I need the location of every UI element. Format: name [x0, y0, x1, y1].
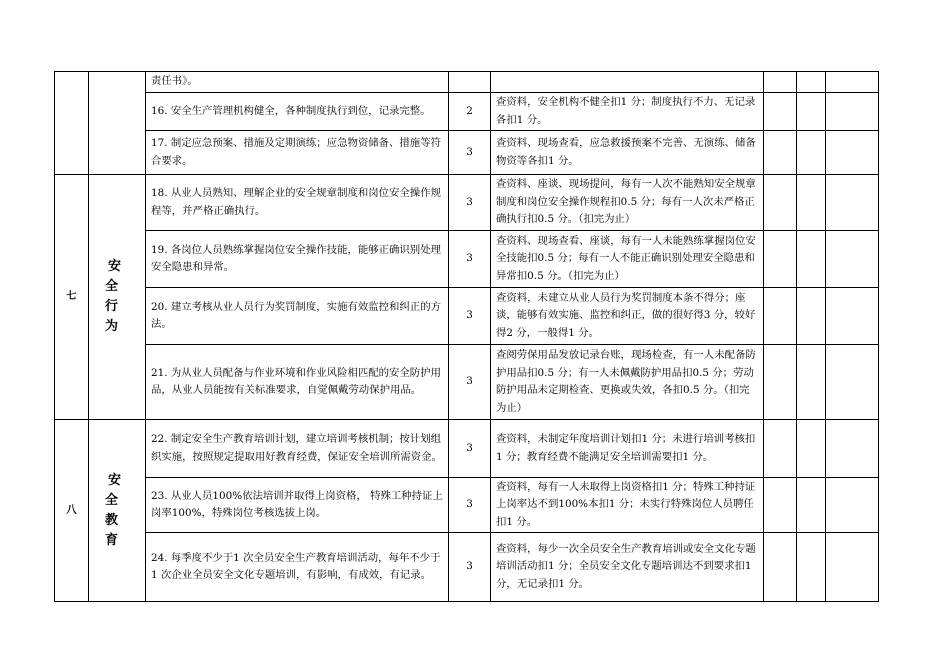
blank-cell [764, 288, 797, 345]
blank-cell [764, 231, 797, 288]
blank-cell [764, 131, 797, 175]
blank-cell [764, 175, 797, 231]
blank-cell [797, 72, 826, 93]
score-cell: 3 [449, 478, 491, 533]
item-content: 23. 从业人员100%依法培训并取得上岗资格， 特殊工种持证上岗率100%，特殊岗位考核选拔上岗。 [146, 478, 449, 533]
blank-cell [826, 533, 879, 602]
assessment-table [54, 71, 879, 602]
blank-cell [764, 420, 797, 478]
blank-cell [826, 478, 879, 533]
score-cell: 3 [449, 288, 491, 345]
blank-cell [797, 175, 826, 231]
score-cell: 3 [449, 175, 491, 231]
table-row [55, 345, 879, 420]
table-row [55, 131, 879, 175]
method-cell: 查资料、座谈、现场提问，每有一人次不能熟知安全规章制度和岗位安全操作规程扣0.5 分；每有一人次未严格正确执行扣0.5 分。（扣完为止） [491, 175, 764, 231]
item-content: 17. 制定应急预案、措施及定期演练；应急物资储备、措施等符合要求。 [146, 131, 449, 175]
score-cell [449, 72, 491, 93]
blank-cell [797, 288, 826, 345]
method-cell: 查资料、现场查看，应急救援预案不完善、无演练、储备物资等各扣1 分。 [491, 131, 764, 175]
section-number-cell [55, 72, 89, 175]
table-row [55, 533, 879, 602]
method-cell: 查资料，每有一人未取得上岗资格扣1 分；特殊工种持证上岗率达不到100%本扣1 分；未实行特殊岗位人员聘任扣1 分。 [491, 478, 764, 533]
blank-cell [826, 72, 879, 93]
item-content: 18. 从业人员熟知、理解企业的安全规章制度和岗位安全操作规程等，并严格正确执行。 [146, 175, 449, 231]
blank-cell [764, 345, 797, 420]
blank-cell [826, 288, 879, 345]
item-content: 21. 为从业人员配备与作业环境和作业风险相匹配的安全防护用品，从业人员能按有关标准要求，自觉佩戴劳动保护用品。 [146, 345, 449, 420]
blank-cell [826, 93, 879, 131]
item-content: 20. 建立考核从业人员行为奖罚制度，实施有效监控和纠正的方法。 [146, 288, 449, 345]
blank-cell [797, 345, 826, 420]
blank-cell [797, 131, 826, 175]
item-content: 责任书》。 [146, 72, 449, 93]
section-category-label: 安全教育 [104, 472, 132, 548]
score-cell: 3 [449, 345, 491, 420]
blank-cell [826, 131, 879, 175]
method-cell: 查资料、现场查看、座谈，每有一人未能熟练掌握岗位安全技能扣0.5 分；每有一人不能正确识别处理安全隐患和异常扣0.5 分。（扣完为止） [491, 231, 764, 288]
section-category-label: 安全行为 [104, 259, 132, 334]
table-row [55, 93, 879, 131]
section-category-cell [89, 175, 146, 420]
item-content: 24. 每季度不少于1 次全员安全生产教育培训活动，每年不少于1 次企业全员安全文化专题培训，有影响，有成效，有记录。 [146, 533, 449, 602]
item-content: 19. 各岗位人员熟练掌握岗位安全操作技能，能够正确识别处理安全隐患和异常。 [146, 231, 449, 288]
score-cell: 2 [449, 93, 491, 131]
blank-cell [797, 533, 826, 602]
score-cell: 3 [449, 533, 491, 602]
table-row [55, 288, 879, 345]
score-cell: 3 [449, 231, 491, 288]
blank-cell [764, 533, 797, 602]
item-content: 22. 制定安全生产教育培训计划，建立培训考核机制；按计划组织实施，按照规定提取用好教育经费，保证安全培训所需资金。 [146, 420, 449, 478]
method-cell: 查阅劳保用品发放记录台账，现场检查，有一人未配备防护用品扣0.5 分；有一人未佩戴防护用品扣0.5 分；劳动防护用品未定期检查、更换或失效，各扣0.5 分。（扣完为止） [491, 345, 764, 420]
method-cell: 查资料，未制定年度培训计划扣1 分；未进行培训考核扣1 分；教育经费不能满足安全培训需要扣1 分。 [491, 420, 764, 478]
blank-cell [797, 93, 826, 131]
score-cell: 3 [449, 131, 491, 175]
table-row [55, 478, 879, 533]
section-number-cell: 七 [55, 175, 89, 420]
item-content: 16. 安全生产管理机构健全，各种制度执行到位，记录完整。 [146, 93, 449, 131]
table-row [55, 175, 879, 231]
method-cell: 查资料，安全机构不健全扣1 分；制度执行不力、无记录各扣1 分。 [491, 93, 764, 131]
method-cell [491, 72, 764, 93]
section-number-cell: 八 [55, 420, 89, 602]
method-cell: 查资料，未建立从业人员行为奖罚制度本条不得分；座谈，能够有效实施、监控和纠正，做的很好得3 分，较好得2 分，一般得1 分。 [491, 288, 764, 345]
section-category-cell [89, 420, 146, 602]
blank-cell [764, 72, 797, 93]
blank-cell [797, 231, 826, 288]
blank-cell [826, 231, 879, 288]
table-row [55, 420, 879, 478]
score-cell: 3 [449, 420, 491, 478]
blank-cell [826, 345, 879, 420]
blank-cell [797, 420, 826, 478]
method-cell: 查资料，每少一次全员安全生产教育培训或安全文化专题培训活动扣1 分；全员安全文化专题培训达不到要求扣1 分，无记录扣1 分。 [491, 533, 764, 602]
table-row [55, 72, 879, 93]
blank-cell [797, 478, 826, 533]
table-row [55, 231, 879, 288]
blank-cell [764, 93, 797, 131]
blank-cell [826, 420, 879, 478]
section-category-cell [89, 72, 146, 175]
blank-cell [826, 175, 879, 231]
blank-cell [764, 478, 797, 533]
